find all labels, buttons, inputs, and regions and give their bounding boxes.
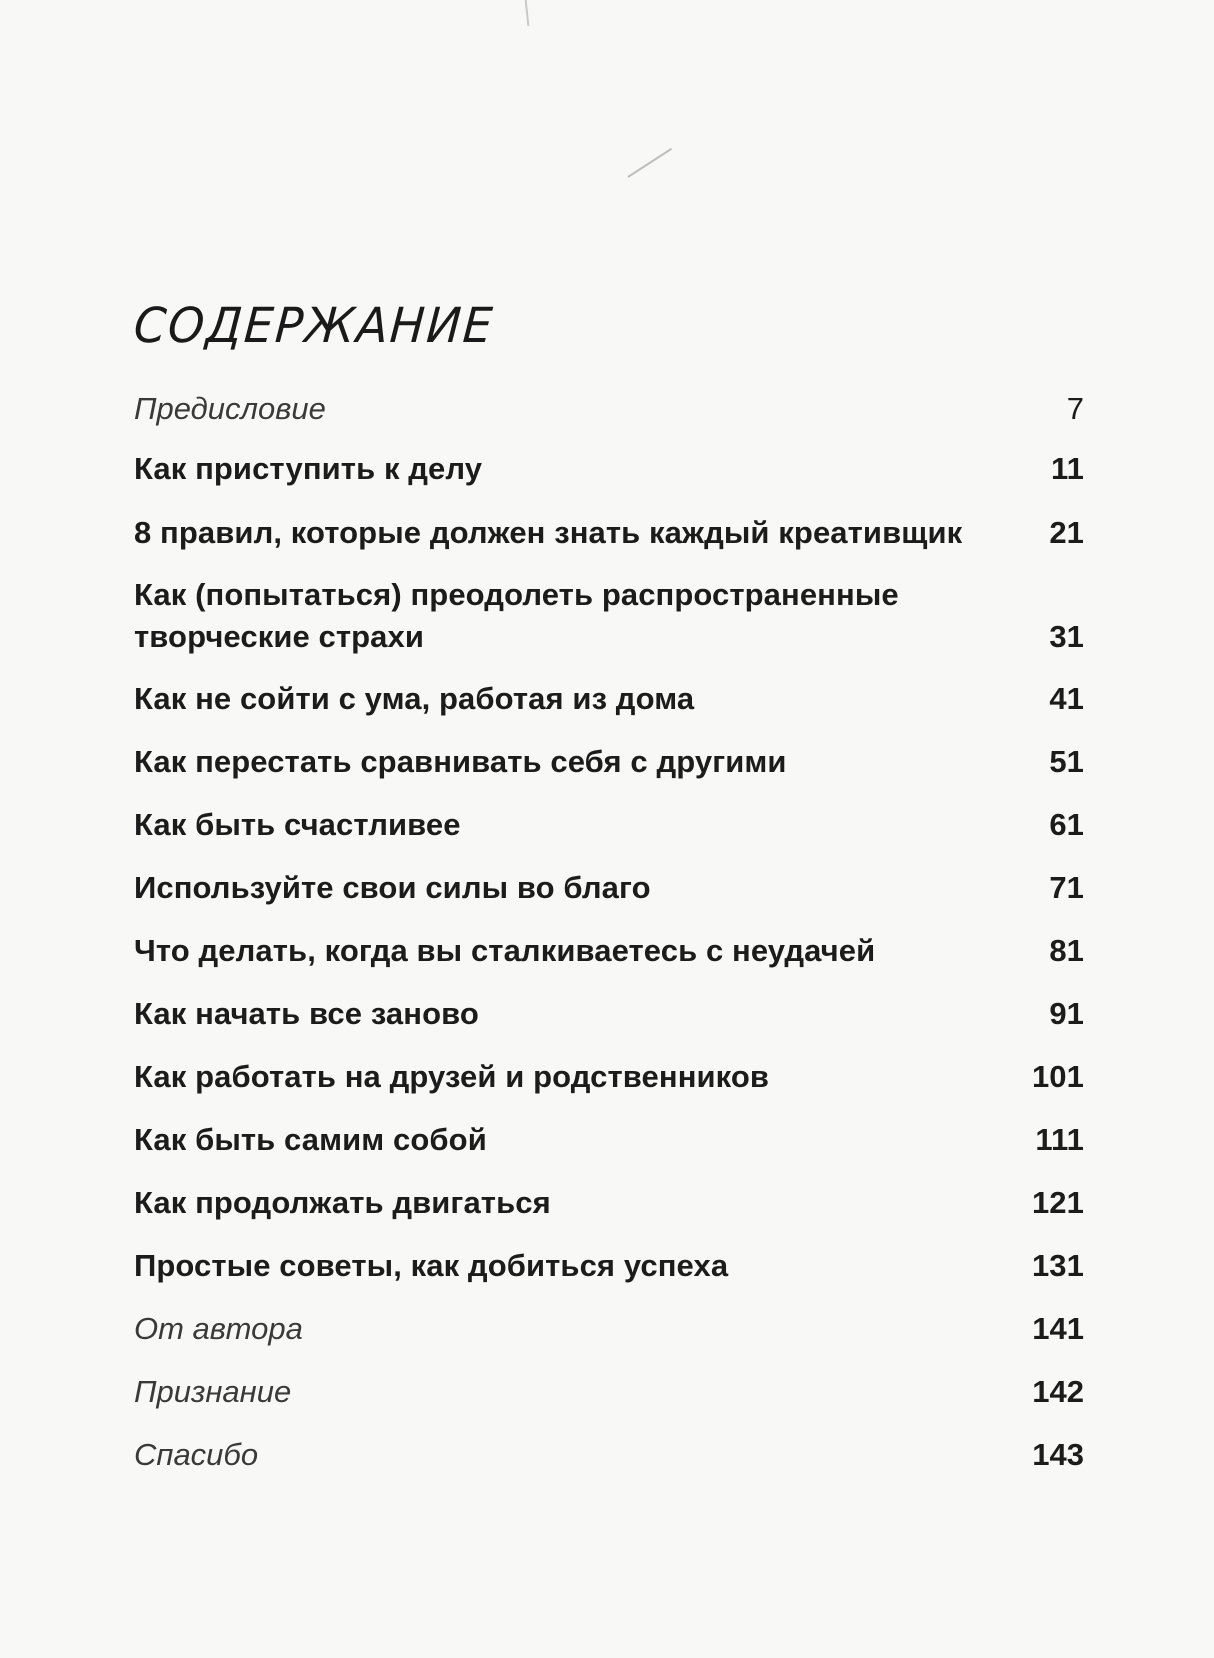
toc-entry-title: Спасибо [134,1437,259,1472]
toc-entry-page: 51 [1049,744,1084,779]
toc-entry-title: Как продолжать двигаться [134,1185,551,1220]
toc-entry-page: 121 [1031,1185,1084,1220]
toc-entry-title-line-1: Как (попытаться) преодолеть распространенные [134,577,899,612]
toc-entry [134,1245,1084,1287]
toc-entry-page: 41 [1049,681,1084,716]
toc-entry [134,1371,1084,1413]
toc-entry-page: 31 [1049,619,1084,654]
toc-entry [134,741,1084,783]
toc-entry-page: 141 [1032,1311,1084,1346]
toc-entry [134,867,1084,909]
toc-entry [134,1434,1084,1476]
toc-entry [134,1182,1084,1224]
toc-entry-page: 61 [1049,807,1084,842]
toc-entry-title: 8 правил, которые должен знать каждый креативщик [134,515,963,550]
toc-entry-title: Как приступить к делу [134,451,483,486]
toc-entry-page: 71 [1049,870,1084,905]
toc-entry-title-line-2: творческие страхи [134,619,425,654]
toc-entry [134,574,1084,658]
toc-entry-title: Как быть счастливее [134,807,461,842]
toc-entry-page: 21 [1049,515,1084,550]
toc-entry-page: 7 [1066,391,1084,426]
toc-entry-title: Как перестать сравнивать себя с другими [134,744,787,779]
toc-entry-title: Как работать на друзей и родственников [134,1059,770,1094]
table-of-contents [134,388,1084,1476]
toc-entry-page: 91 [1049,996,1084,1031]
pencil-mark [525,0,530,26]
toc-entry-page: 142 [1032,1374,1084,1409]
toc-entry-page: 143 [1032,1437,1084,1472]
toc-entry-page: 101 [1031,1059,1084,1094]
toc-entry-title: Как начать все заново [134,996,479,1031]
toc-entry-page: 81 [1049,933,1084,968]
toc-entry [134,930,1084,972]
toc-entry-title: Признание [134,1374,292,1409]
toc-entry [134,512,1084,554]
toc-entry-title: Простые советы, как добиться успеха [134,1248,729,1283]
page-title: СОДЕРЖАНИЕ [132,296,497,354]
toc-entry [134,1056,1084,1098]
toc-entry [134,804,1084,846]
toc-entry [134,388,1084,430]
toc-entry-page: 11 [1051,451,1084,486]
toc-entry-title: От автора [134,1311,303,1346]
toc-entry-page: 111 [1035,1122,1084,1157]
toc-entry [134,1308,1084,1350]
toc-entry [134,993,1084,1035]
toc-entry-page: 131 [1031,1248,1084,1283]
toc-entry-title: Что делать, когда вы сталкиваетесь с неудачей [134,933,876,968]
pencil-mark [627,148,672,178]
toc-entry-title: Как не сойти с ума, работая из дома [134,681,695,716]
toc-entry-title: Используйте свои силы во благо [134,870,651,905]
toc-entry [134,1119,1084,1161]
toc-entry [134,678,1084,720]
toc-entry [134,448,1084,490]
toc-entry-title: Как быть самим собой [134,1122,487,1157]
toc-entry-title: Предисловие [134,391,326,426]
